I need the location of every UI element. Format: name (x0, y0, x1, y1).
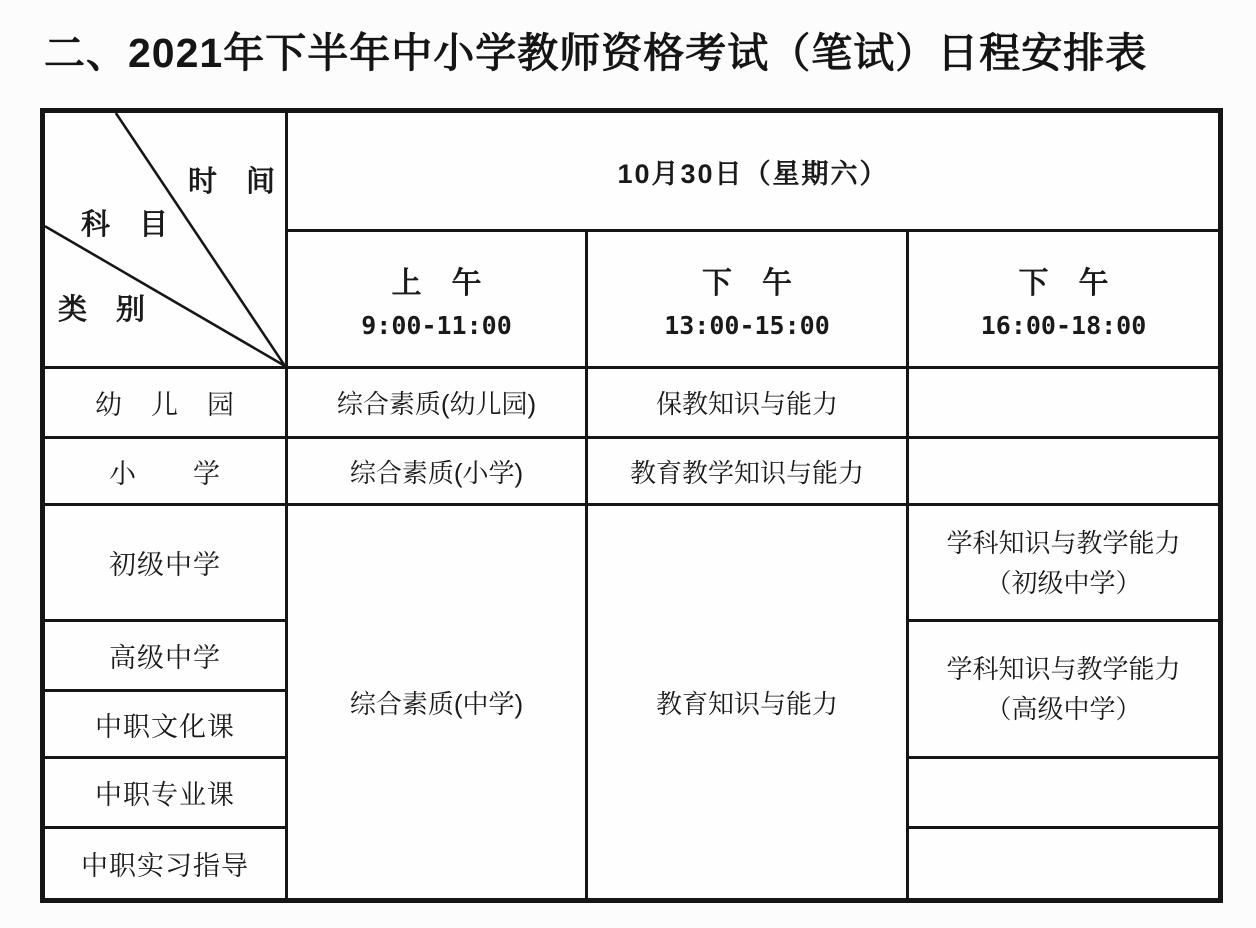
header-row-date (43, 111, 1221, 231)
exam-schedule-table (40, 108, 1223, 903)
row-kindergarten (43, 368, 1221, 438)
cell-junior-afternoon2-line2: （初级中学） (985, 567, 1142, 598)
row-primary (43, 438, 1221, 505)
session-time-label: 9:00-11:00 (361, 311, 512, 340)
cell-junior-afternoon2-line1: 学科知识与教学能力 (946, 527, 1181, 558)
session-period-label: 下 午 (702, 267, 792, 300)
session-period-label: 上 午 (391, 267, 482, 300)
cell-primary-category: 小 学 (43, 438, 287, 505)
cell-kindergarten-morning: 综合素质(幼儿园) (287, 368, 587, 438)
session-header-morning (287, 231, 587, 368)
cell-primary-afternoon2-empty (908, 438, 1221, 505)
cell-senior-afternoon2-line2: （高级中学） (985, 694, 1142, 724)
corner-subject-label: 科 目 (81, 209, 169, 241)
cell-voc-intern-category: 中职实习指导 (43, 828, 287, 901)
cell-senior-afternoon2-merged (908, 621, 1221, 758)
cell-secondary-morning-merged: 综合素质(中学) (287, 505, 587, 901)
corner-header-cell (43, 111, 287, 368)
session-header-afternoon-2 (908, 231, 1221, 368)
row-junior-middle (43, 505, 1221, 621)
cell-voc-intern-afternoon2-empty (908, 828, 1221, 901)
cell-voc-major-category: 中职专业课 (43, 758, 287, 828)
cell-senior-category: 高级中学 (43, 621, 287, 691)
date-header-cell: 10月30日（星期六） (287, 111, 1221, 231)
session-time-label: 16:00-18:00 (980, 311, 1147, 340)
session-time-label: 13:00-15:00 (664, 311, 830, 340)
session-header-afternoon-1 (587, 231, 908, 368)
cell-kindergarten-afternoon2-empty (908, 368, 1221, 438)
cell-junior-afternoon2 (908, 505, 1221, 621)
cell-kindergarten-category: 幼 儿 园 (43, 368, 287, 438)
page-title: 二、2021年下半年中小学教师资格考试（笔试）日程安排表 (44, 30, 1148, 76)
cell-senior-afternoon2-line1: 学科知识与教学能力 (946, 654, 1181, 684)
cell-primary-morning: 综合素质(小学) (287, 438, 587, 505)
cell-voc-major-afternoon2-empty (908, 758, 1221, 828)
cell-secondary-afternoon1-merged: 教育知识与能力 (587, 505, 908, 901)
corner-time-label: 时 间 (188, 166, 276, 198)
session-period-label: 下 午 (1018, 267, 1109, 300)
cell-kindergarten-afternoon1: 保教知识与能力 (587, 368, 908, 438)
cell-primary-afternoon1: 教育教学知识与能力 (587, 438, 908, 505)
cell-voc-culture-category: 中职文化课 (43, 691, 287, 758)
cell-junior-category: 初级中学 (43, 505, 287, 621)
corner-category-label: 类 别 (58, 294, 146, 326)
